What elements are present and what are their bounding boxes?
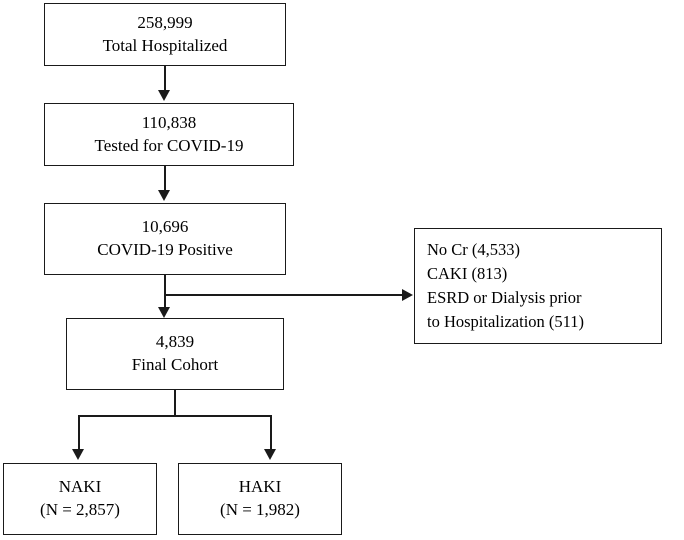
- arrowhead-haki: [264, 449, 276, 460]
- arrowhead-naki: [72, 449, 84, 460]
- node-covid-positive-count: 10,696: [141, 217, 189, 237]
- arrowhead-exclusions: [402, 289, 413, 301]
- connector-total-to-tested: [164, 66, 166, 92]
- node-exclusions: [414, 228, 662, 344]
- node-total-hospitalized-count: 258,999: [137, 12, 193, 32]
- node-tested-for-covid-label: Tested for COVID-19: [94, 135, 244, 155]
- node-tested-for-covid-count: 110,838: [141, 112, 197, 132]
- node-haki-label: HAKI: [238, 477, 282, 497]
- arrowhead-tested-to-positive: [158, 190, 170, 201]
- node-final-cohort-count: 4,839: [155, 332, 195, 352]
- node-naki-label: NAKI: [58, 477, 102, 497]
- exclusion-line-3: ESRD or Dialysis prior: [427, 288, 582, 307]
- exclusion-line-2: CAKI (813): [427, 264, 508, 284]
- node-covid-positive: [44, 203, 286, 275]
- node-total-hospitalized-label: Total Hospitalized: [102, 35, 228, 55]
- node-total-hospitalized: [44, 3, 286, 66]
- node-covid-positive-label: COVID-19 Positive: [97, 240, 233, 259]
- exclusion-line-1: No Cr (4,533): [427, 240, 521, 260]
- exclusion-line-4: to Hospitalization (511): [427, 311, 585, 331]
- connector-cohort-to-haki: [270, 415, 272, 451]
- node-naki-count: (N = 2,857): [40, 500, 120, 519]
- connector-tested-to-positive: [164, 166, 166, 192]
- node-haki: [178, 463, 342, 535]
- node-final-cohort-label: Final Cohort: [131, 355, 219, 374]
- node-tested-for-covid: [44, 103, 294, 166]
- connector-cohort-stem: [174, 390, 176, 416]
- connector-cohort-to-naki: [78, 415, 80, 451]
- connector-exclusion-horizontal: [164, 294, 404, 296]
- connector-positive-to-cohort: [164, 275, 166, 309]
- node-final-cohort: [66, 318, 284, 390]
- arrowhead-positive-to-cohort: [158, 307, 170, 318]
- arrowhead-total-to-tested: [158, 90, 170, 101]
- node-naki: [3, 463, 157, 535]
- connector-cohort-split-horizontal: [78, 415, 272, 417]
- node-haki-count: (N = 1,982): [220, 500, 300, 519]
